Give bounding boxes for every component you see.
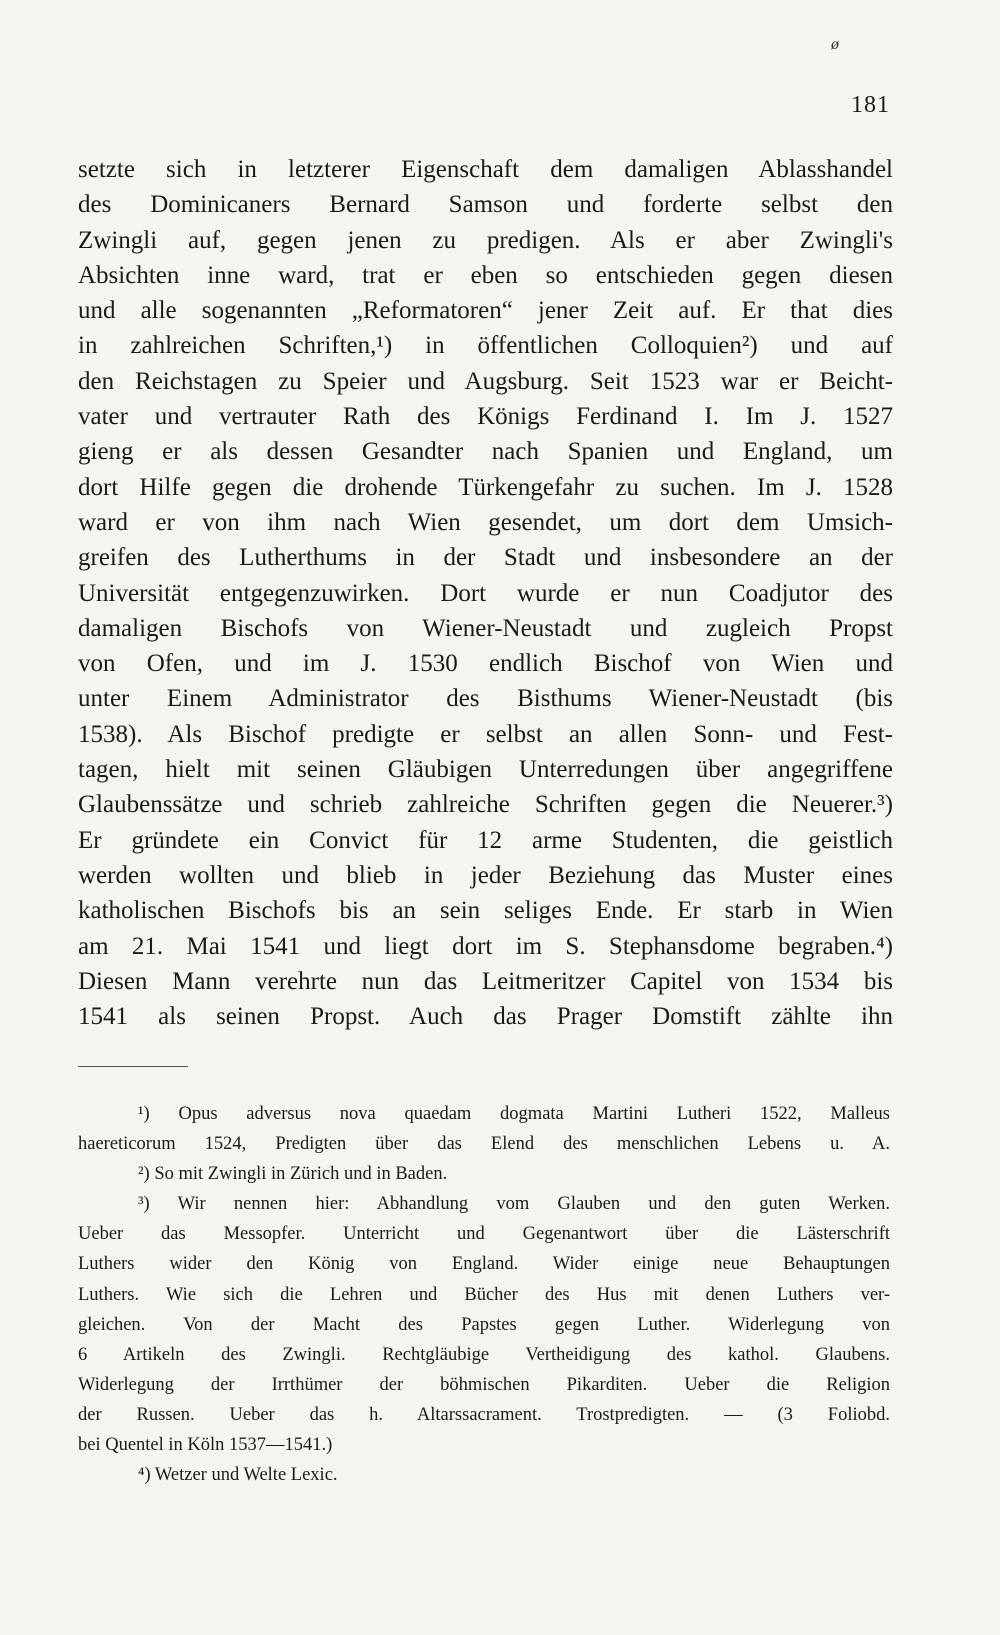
text-line: Diesen Mann verehrte nun das Leitmeritzer Capitel von 1534 bis bbox=[78, 967, 893, 995]
text-line: Zwingli auf, gegen jenen zu predigen. Als er aber Zwingli's bbox=[78, 226, 893, 254]
footnote-line: ⁴) Wetzer und Welte Lexic. bbox=[138, 1465, 338, 1486]
text-line: dort Hilfe gegen die drohende Türkengefahr zu suchen. Im J. 1528 bbox=[78, 473, 893, 501]
text-line: und alle sogenannten „Reformatoren“ jener Zeit auf. Er that dies bbox=[78, 297, 893, 325]
footnote-divider bbox=[78, 1066, 188, 1067]
text-line: unter Einem Administrator des Bisthums Wiener-Neustadt (bis bbox=[78, 685, 893, 713]
footnote-line: Ueber das Messopfer. Unterricht und Gegenantwort über die Lästerschrift bbox=[78, 1224, 890, 1245]
footnote-line: Luthers. Wie sich die Lehren und Bücher des Hus mit denen Luthers ver- bbox=[78, 1284, 890, 1305]
footnote-line: ³) Wir nennen hier: Abhandlung vom Glauben und den guten Werken. bbox=[138, 1194, 890, 1215]
text-line: am 21. Mai 1541 und liegt dort im S. Stephansdome begraben.⁴) bbox=[78, 932, 893, 960]
footnote-line: ¹) Opus adversus nova quaedam dogmata Martini Lutheri 1522, Malleus bbox=[138, 1104, 890, 1124]
footnote-line: der Russen. Ueber das h. Altarssacrament. Trostpredigten. — (3 Foliobd. bbox=[78, 1404, 890, 1425]
page-number: 181 bbox=[851, 92, 890, 118]
text-line: ward er von ihm nach Wien gesendet, um dort dem Umsich- bbox=[78, 508, 893, 536]
footnote-line: haereticorum 1524, Predigten über das Elend des menschlichen Lebens u. A. bbox=[78, 1134, 890, 1155]
text-line: katholischen Bischofs bis an sein seliges Ende. Er starb in Wien bbox=[78, 897, 893, 925]
footnote-line: 6 Artikeln des Zwingli. Rechtgläubige Vertheidigung des kathol. Glaubens. bbox=[78, 1344, 890, 1365]
text-line: Universität entgegenzuwirken. Dort wurde er nun Coadjutor des bbox=[78, 579, 893, 607]
footnote-line: gleichen. Von der Macht des Papstes gegen Luther. Widerlegung von bbox=[78, 1314, 890, 1335]
footnotes bbox=[78, 1099, 890, 1490]
text-line: von Ofen, und im J. 1530 endlich Bischof von Wien und bbox=[78, 650, 893, 678]
text-line: setzte sich in letzterer Eigenschaft dem damaligen Ablasshandel bbox=[78, 156, 893, 183]
text-line: gieng er als dessen Gesandter nach Spanien und England, um bbox=[78, 438, 893, 466]
text-line: Er gründete ein Convict für 12 arme Studenten, die geistlich bbox=[78, 826, 893, 854]
text-line: werden wollten und blieb in jeder Beziehung das Muster eines bbox=[78, 861, 893, 889]
text-line: den Reichstagen zu Speier und Augsburg. Seit 1523 war er Beicht- bbox=[78, 367, 893, 395]
footnote-line: ²) So mit Zwingli in Zürich und in Baden. bbox=[138, 1164, 448, 1185]
text-line: in zahlreichen Schriften,¹) in öffentlichen Colloquien²) und auf bbox=[78, 332, 893, 360]
text-line: greifen des Lutherthums in der Stadt und insbesondere an der bbox=[78, 544, 893, 572]
text-line: vater und vertrauter Rath des Königs Ferdinand I. Im J. 1527 bbox=[78, 403, 893, 431]
footnote-line: Luthers wider den König von England. Wider einige neue Behauptungen bbox=[78, 1254, 890, 1275]
text-line: 1538). Als Bischof predigte er selbst an allen Sonn- und Fest- bbox=[78, 720, 893, 748]
footnote-line: bei Quentel in Köln 1537—1541.) bbox=[78, 1435, 333, 1456]
text-line: Glaubenssätze und schrieb zahlreiche Schriften gegen die Neuerer.³) bbox=[78, 791, 893, 819]
text-line: des Dominicaners Bernard Samson und forderte selbst den bbox=[78, 191, 893, 219]
text-line: damaligen Bischofs von Wiener-Neustadt und zugleich Propst bbox=[78, 614, 893, 642]
footnote-line: Widerlegung der Irrthümer der böhmischen Pikarditen. Ueber die Religion bbox=[78, 1374, 890, 1395]
page-mark: ø bbox=[831, 36, 839, 53]
text-line: 1541 als seinen Propst. Auch das Prager Domstift zählte ihn bbox=[78, 1003, 893, 1031]
text-line: Absichten inne ward, trat er eben so entschieden gegen diesen bbox=[78, 261, 893, 289]
main-text bbox=[78, 152, 893, 1034]
text-line: tagen, hielt mit seinen Gläubigen Unterredungen über angegriffene bbox=[78, 756, 893, 784]
